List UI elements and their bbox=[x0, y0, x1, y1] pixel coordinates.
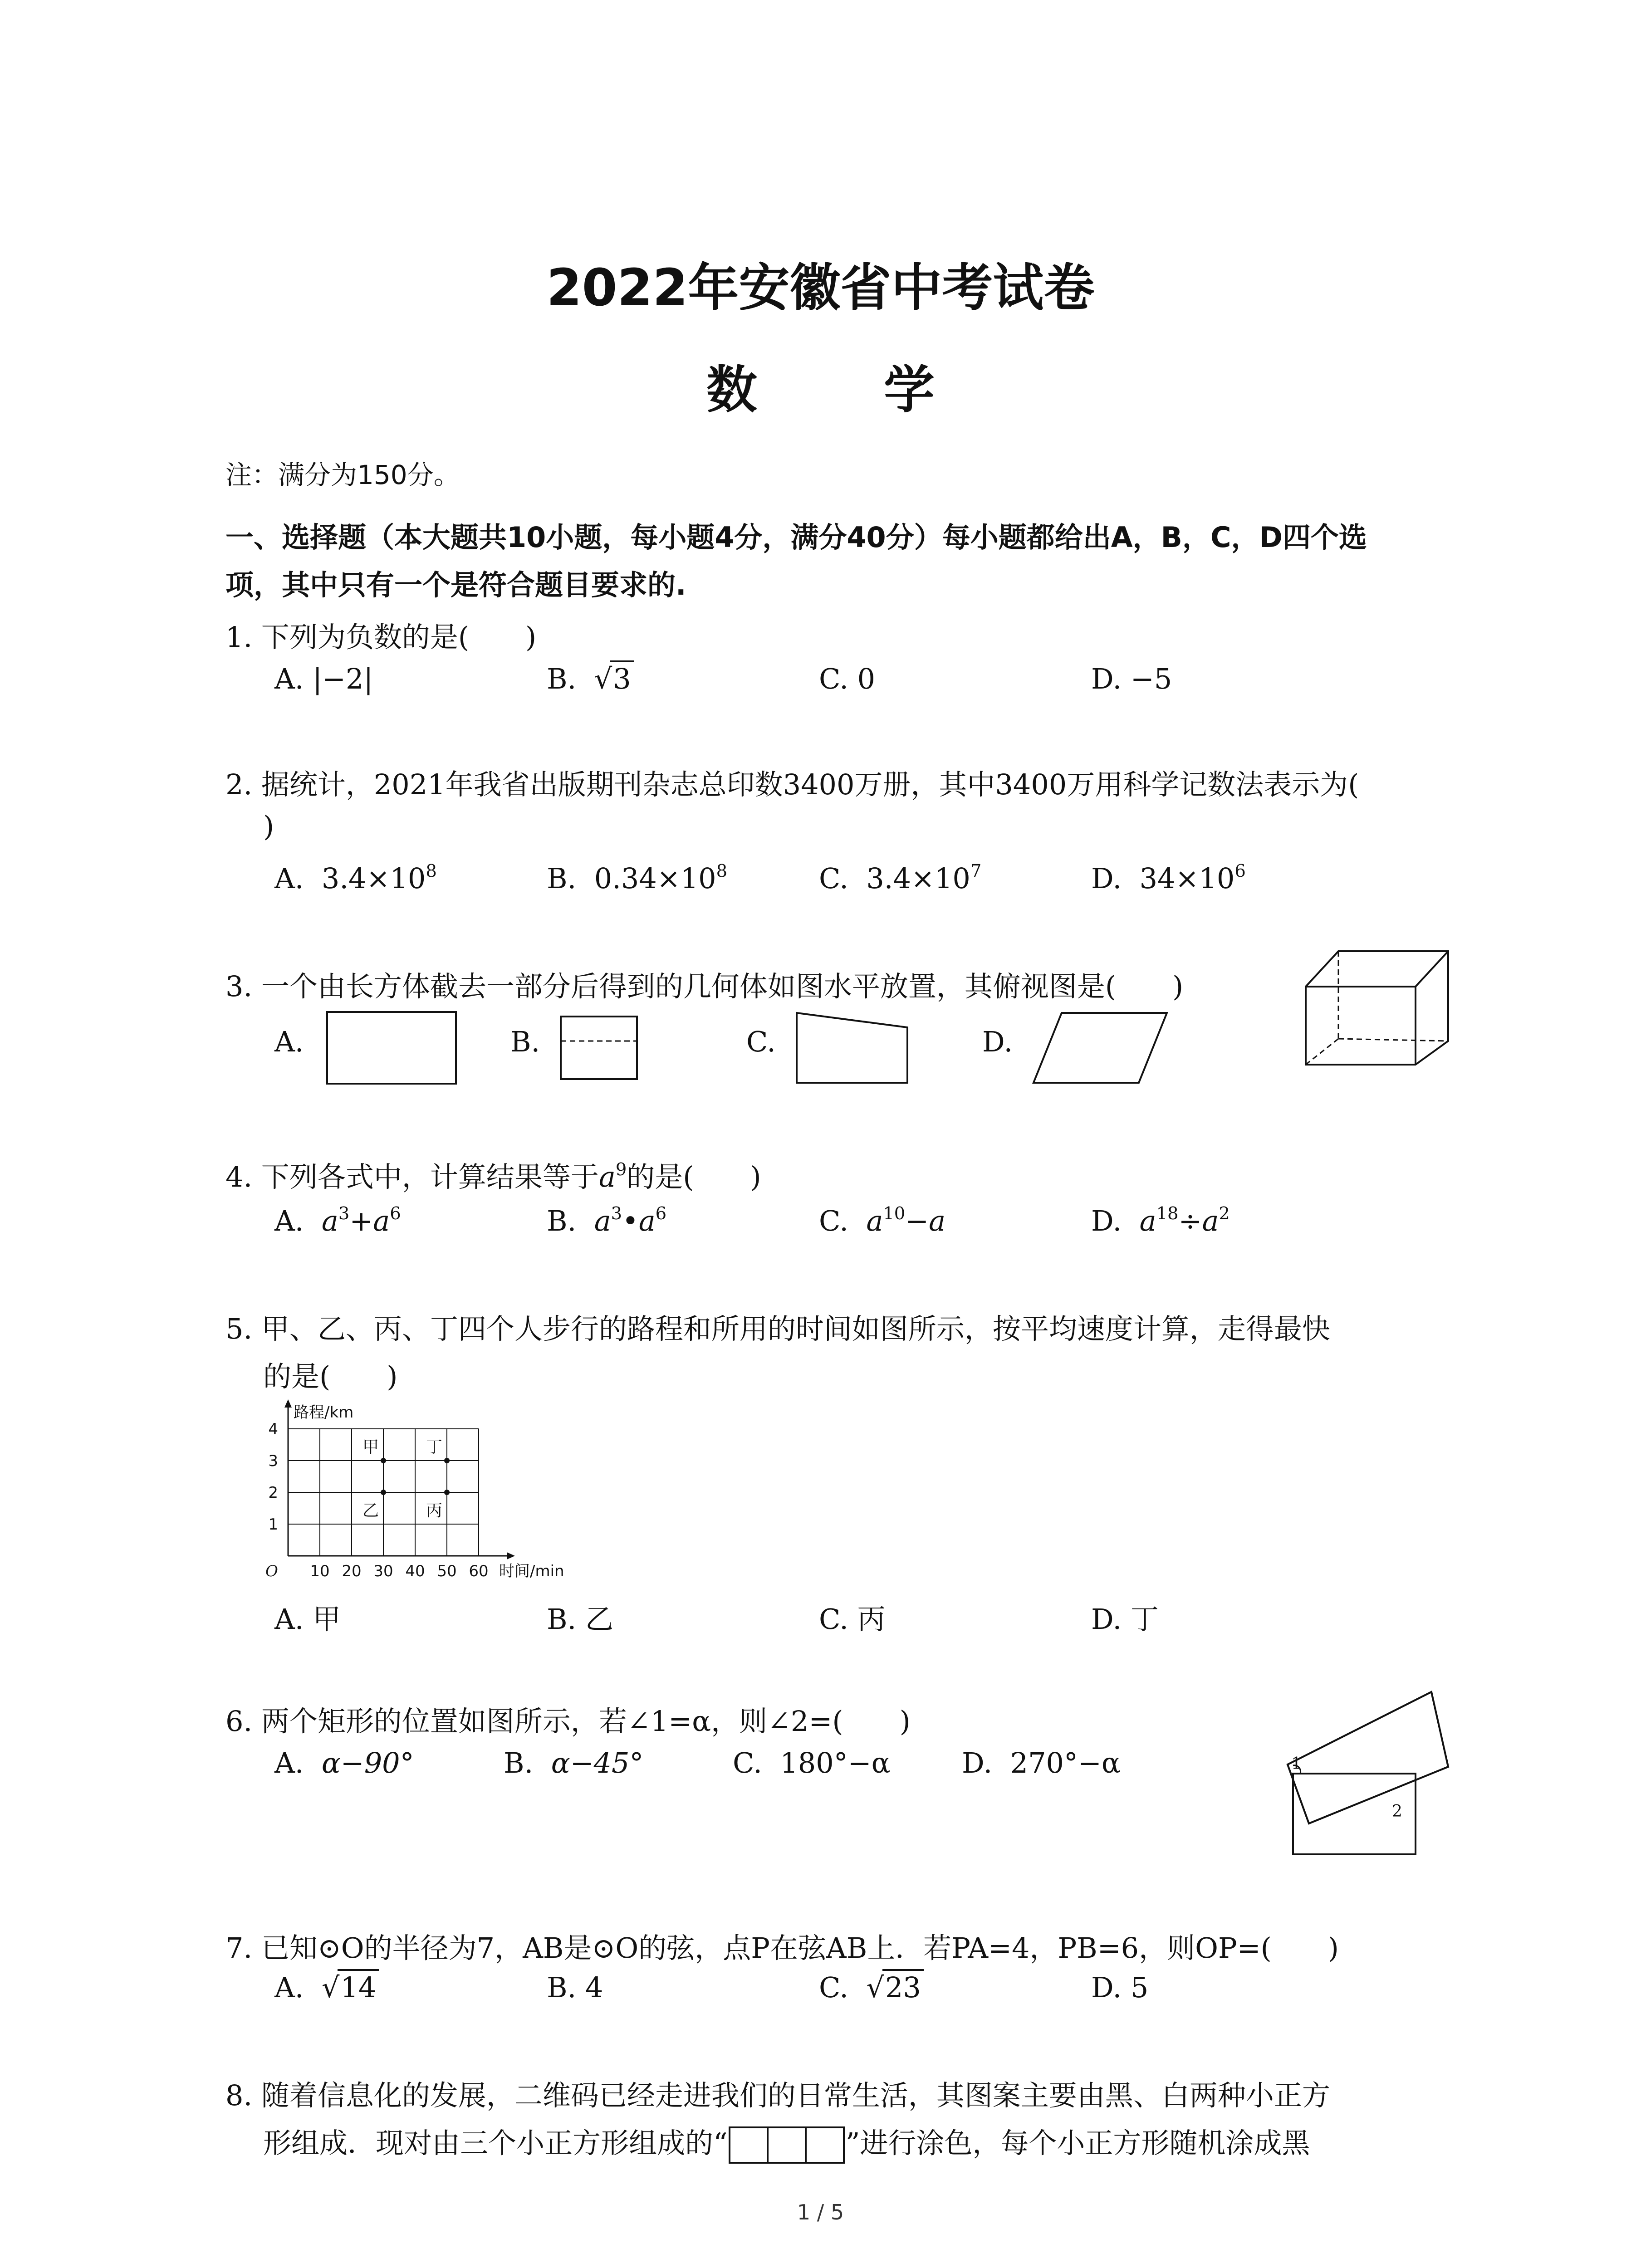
q5-distance-time-chart bbox=[254, 1388, 599, 1592]
q6-rectangles-figure bbox=[1275, 1687, 1452, 1860]
data-point-label: 丁 bbox=[426, 1438, 442, 1457]
q7-option-c: C. √23 bbox=[819, 1971, 924, 2004]
q5-option-c: C. 丙 bbox=[819, 1603, 886, 1636]
data-point-label: 丙 bbox=[426, 1501, 442, 1520]
q3-option-a-figure bbox=[324, 1009, 460, 1086]
y-tick-label: 1 bbox=[268, 1515, 278, 1534]
origin-label: O bbox=[265, 1562, 278, 1580]
x-tick-label: 40 bbox=[405, 1562, 425, 1580]
q2-option-b: B. $0.34\times 10^8$ bbox=[547, 860, 728, 895]
y-tick-label: 4 bbox=[268, 1420, 278, 1438]
data-point-label: 乙 bbox=[362, 1501, 379, 1520]
q5-stem-line1: 5. 甲、乙、丙、丁四个人步行的路程和所用的时间如图所示，按平均速度计算，走得最快 bbox=[225, 1312, 1330, 1345]
data-point-label: 甲 bbox=[362, 1438, 379, 1457]
q2-option-a: A. $3.4\times 10^8$ bbox=[274, 860, 437, 895]
x-tick-label: 20 bbox=[342, 1562, 362, 1580]
y-axis-arrow bbox=[284, 1399, 292, 1408]
data-point bbox=[444, 1490, 450, 1495]
q3-option-d-figure bbox=[1030, 1009, 1171, 1086]
subject-title: 数 学 bbox=[706, 361, 989, 420]
q3-solid-figure bbox=[1302, 946, 1452, 1068]
q1-option-a: A. |−2| bbox=[274, 662, 373, 695]
q2-option-d: D. $34\times 10^6$ bbox=[1091, 860, 1246, 895]
q1-stem: 1. 下列为负数的是( ) bbox=[225, 621, 537, 654]
q8-stem-line2: 形组成．现对由三个小正方形组成的“ ”进行涂色，每个小正方形随机涂成黑 bbox=[263, 2121, 1310, 2164]
q6-option-c: C. 180°−α bbox=[733, 1746, 891, 1779]
data-point bbox=[444, 1458, 450, 1463]
angle-2-label: 2 bbox=[1392, 1802, 1402, 1821]
q6-option-a: A. α−90° bbox=[274, 1746, 414, 1779]
q3-option-a-label: A. bbox=[274, 1025, 304, 1058]
q1-option-c: C. 0 bbox=[819, 662, 876, 695]
q4-option-d: D. $a^{18}\div a^2$ bbox=[1091, 1203, 1230, 1237]
score-note: 注：满分为150分。 bbox=[225, 459, 460, 490]
y-tick-label: 3 bbox=[268, 1452, 278, 1470]
q4-option-a: A. $a^3+a^6$ bbox=[274, 1203, 401, 1237]
q2-stem-line1: 2. 据统计，2021年我省出版期刊杂志总印数3400万册，其中3400万用科学记数法表示为( bbox=[225, 768, 1359, 801]
q6-stem: 6. 两个矩形的位置如图所示，若∠1=α，则∠2=( ) bbox=[225, 1705, 911, 1738]
x-axis-label: 时间/min bbox=[499, 1562, 564, 1580]
x-tick-label: 50 bbox=[437, 1562, 457, 1580]
y-tick-label: 2 bbox=[268, 1484, 278, 1502]
q3-option-b-figure bbox=[558, 1014, 640, 1082]
page-number: 1 / 5 bbox=[797, 2200, 844, 2224]
q3-option-c-figure bbox=[794, 1009, 912, 1086]
q1-option-b: B. √3 bbox=[547, 662, 634, 695]
q3-option-d-label: D. bbox=[982, 1025, 1013, 1058]
q7-stem: 7. 已知⊙O的半径为7，AB是⊙O的弦，点P在弦AB上．若PA=4，PB=6，则OP=( ) bbox=[225, 1931, 1339, 1965]
exam-title: 2022年安徽省中考试卷 bbox=[546, 259, 1095, 318]
q5-option-b: B. 乙 bbox=[547, 1603, 613, 1636]
q4-option-c: C. $a^{10}-a$ bbox=[819, 1203, 946, 1237]
q6-option-d: D. 270°−α bbox=[962, 1746, 1121, 1779]
q1-option-d: D. −5 bbox=[1091, 662, 1172, 695]
q4-stem: 4. 下列各式中，计算结果等于$a^9$的是( ) bbox=[225, 1159, 761, 1193]
q3-option-b-label: B. bbox=[510, 1025, 540, 1058]
data-point bbox=[381, 1490, 386, 1495]
x-tick-label: 10 bbox=[310, 1562, 330, 1580]
x-tick-label: 30 bbox=[373, 1562, 393, 1580]
q8-stem-line1: 8. 随着信息化的发展，二维码已经走进我们的日常生活，其图案主要由黑、白两种小正方 bbox=[225, 2079, 1330, 2112]
q7-option-a: A. √14 bbox=[274, 1971, 379, 2004]
q7-option-b: B. 4 bbox=[547, 1971, 603, 2004]
x-tick-label: 60 bbox=[469, 1562, 489, 1580]
q2-option-c: C. $3.4\times 10^7$ bbox=[819, 860, 982, 895]
q3-stem: 3. 一个由长方体截去一部分后得到的几何体如图水平放置，其俯视图是( ) bbox=[225, 970, 1184, 1003]
q5-stem-line2: 的是( ) bbox=[263, 1360, 398, 1393]
q5-option-d: D. 丁 bbox=[1091, 1603, 1159, 1636]
q6-option-b: B. α−45° bbox=[504, 1746, 644, 1779]
section-heading-line2: 项，其中只有一个是符合题目要求的. bbox=[225, 568, 686, 601]
angle-1-label: 1 bbox=[1291, 1755, 1302, 1773]
q2-stem-line2: ) bbox=[263, 810, 274, 843]
section-heading-line1: 一、选择题（本大题共10小题，每小题4分，满分40分）每小题都给出A，B，C，D四个选 bbox=[225, 521, 1367, 554]
q7-option-d: D. 5 bbox=[1091, 1971, 1149, 2004]
q3-option-c-label: C. bbox=[746, 1025, 776, 1058]
q4-option-b: B. $a^3•a^6$ bbox=[547, 1203, 667, 1237]
q5-option-a: A. 甲 bbox=[274, 1603, 341, 1636]
three-squares-figure bbox=[728, 2127, 846, 2164]
y-axis-label: 路程/km bbox=[294, 1403, 354, 1422]
x-axis-arrow bbox=[507, 1552, 515, 1559]
data-point bbox=[381, 1458, 386, 1463]
